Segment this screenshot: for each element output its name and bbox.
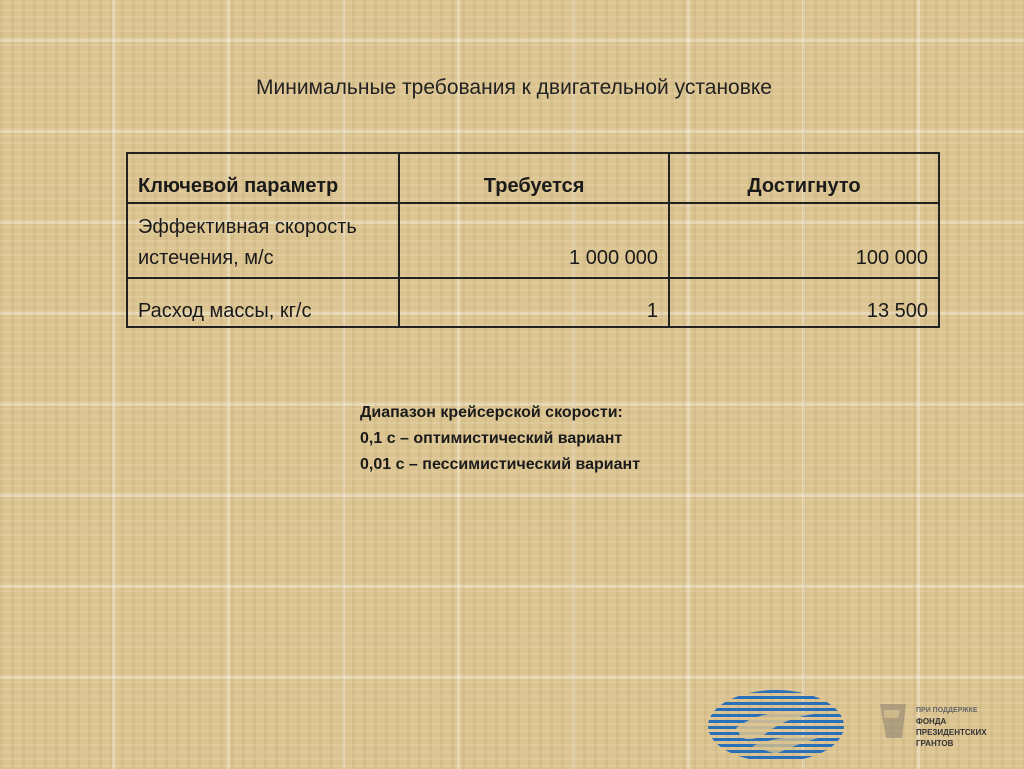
table-header-row (127, 153, 939, 203)
grants-label: ГРАНТОВ (916, 739, 954, 748)
table-row (127, 278, 939, 327)
cruise-heading: Диапазон крейсерской скорости: (360, 404, 623, 421)
row-achieved-cell: 13 500 (669, 278, 939, 327)
fund-label: ФОНДА (916, 717, 947, 726)
cruise-speed-block (360, 400, 640, 478)
presidential-label: ПРЕЗИДЕНТСКИХ (916, 728, 987, 737)
row-parameter-cell: Расход массы, кг/с (127, 278, 399, 327)
header-required: Требуется (399, 153, 669, 203)
support-label: ПРИ ПОДДЕРЖКЕ (916, 707, 978, 714)
header-achieved: Достигнуто (669, 153, 939, 203)
globe-logo-icon (706, 688, 846, 769)
row-parameter-cell: Эффективная скорость истечения, м/с (127, 203, 399, 278)
row-required-cell: 1 000 000 (399, 203, 669, 278)
header-key-parameter: Ключевой параметр (127, 153, 399, 203)
cruise-line-optimistic: 0,1 c – оптимистический вариант (360, 430, 623, 447)
slide-title: Минимальные требования к двигательной установке (256, 76, 772, 99)
grants-logo-text (916, 705, 987, 749)
presidential-grants-emblem-icon (876, 698, 912, 747)
row-achieved-cell: 100 000 (669, 203, 939, 278)
cruise-line-pessimistic: 0,01 c – пессимистический вариант (360, 456, 641, 473)
row-required-cell: 1 (399, 278, 669, 327)
requirements-table (126, 152, 940, 328)
table-row (127, 203, 939, 278)
